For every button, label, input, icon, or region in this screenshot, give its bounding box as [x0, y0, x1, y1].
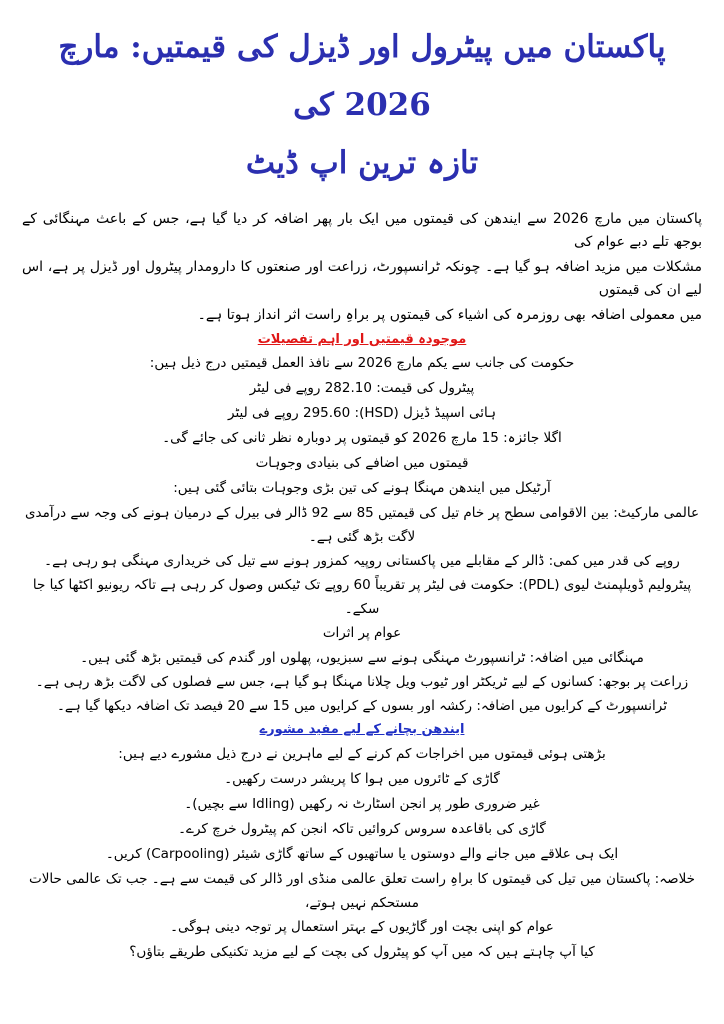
intro-paragraph	[20, 208, 704, 327]
next-review: اگلا جائزہ: 15 مارچ 2026 کو قیمتوں پر دوبارہ نظر ثانی کی جائے گی۔	[162, 430, 562, 446]
intro-line: پاکستان میں مارچ 2026 سے ایندھن کی قیمتوں میں ایک بار پھر اضافہ کر دیا گیا ہے، جس کے باعث مہنگائی کے بوجھ تلے دبے عوام کی	[22, 211, 702, 250]
text-line: حکومت کی جانب سے یکم مارچ 2026 سے نافذ العمل قیمتیں درج ذیل ہیں:	[149, 355, 575, 371]
tip-service: گاڑی کی باقاعدہ سروس کروائیں تاکہ انجن کم پیٹرول خرچ کرے۔	[178, 821, 546, 837]
summary-line: عوام کو اپنی بچت اور گاڑیوں کے بہتر استعمال پر توجہ دینی ہوگی۔	[170, 919, 554, 935]
petrol-price: پیٹرول کی قیمت: 282.10 روپے فی لیٹر	[249, 380, 475, 396]
summary-line: خلاصہ: پاکستان میں تیل کی قیمتوں کا براہِ راست تعلق عالمی منڈی اور ڈالر کی قیمت سے ہے۔ جب تک عالمی حالات مستحکم نہیں ہوتے،	[28, 871, 695, 911]
tip-tyre-pressure: گاڑی کے ٹائروں میں ہوا کا پریشر درست رکھیں۔	[224, 771, 500, 787]
section-fuel-tips	[20, 742, 704, 965]
diesel-price: ہائی اسپیڈ ڈیزل (HSD): 295.60 روپے فی لیٹر	[228, 405, 496, 421]
intro-line: میں معمولی اضافہ بھی روزمرہ کی اشیاء کی قیمتوں پر براہِ راست اثر انداز ہوتا ہے۔	[197, 307, 702, 323]
article-title-line-1: پاکستان میں پیٹرول اور ڈیزل کی قیمتیں: مارچ 2026 کی	[58, 29, 666, 123]
tip-carpooling: ایک ہی علاقے میں جانے والے دوستوں یا ساتھیوں کے ساتھ گاڑی شیئر (Carpooling) کریں۔	[105, 846, 619, 862]
effect-inflation: مہنگائی میں اضافہ: ٹرانسپورٹ مہنگی ہونے سے سبزیوں، پھلوں اور گندم کی قیمتیں بڑھ گئی ہیں۔	[80, 650, 644, 666]
reason-rupee-devaluation: روپے کی قدر میں کمی: ڈالر کے مقابلے میں پاکستانی روپیہ کمزور ہونے سے تیل کی خریداری مہنگی ہو رہی ہے۔	[44, 553, 680, 569]
text-line: بڑھتی ہوئی قیمتوں میں اخراجات کم کرنے کے لیے ماہرین نے درج ذیل مشورے دیے ہیں:	[118, 746, 606, 762]
effect-agriculture: زراعت پر بوجھ: کسانوں کے لیے ٹریکٹر اور ٹیوب ویل چلانا مہنگا ہو گیا ہے، جس سے فصلوں کی لاگت بڑھ رہی ہے۔	[35, 674, 689, 690]
closing-question: کیا آپ چاہتے ہیں کہ میں آپ کو پیٹرول کی بچت کے لیے مزید تکنیکی طریقے بتاؤں؟	[129, 944, 595, 960]
subheading-effects: عوام پر اثرات	[322, 625, 402, 641]
article-title-line-2: تازہ ترین اپ ڈیٹ	[245, 145, 479, 181]
subheading-reasons: قیمتوں میں اضافے کی بنیادی وجوہات	[255, 455, 469, 471]
text-line: آرٹیکل میں ایندھن مہنگا ہونے کی تین بڑی وجوہات بتائی گئی ہیں:	[173, 480, 551, 496]
reason-pdl: پیٹرولیم ڈویلپمنٹ لیوی (PDL): حکومت فی لیٹر پر تقریباً 60 روپے تک ٹیکس وصول کر رہی ہے تاکہ ریونیو اکٹھا کیا جا سکے۔	[32, 577, 692, 617]
reason-global-market: عالمی مارکیٹ: بین الاقوامی سطح پر خام تیل کی قیمتیں 85 سے 92 ڈالر فی بیرل کے درمیان ہونے کی وجہ سے درآمدی لاگت بڑھ گئی ہے۔	[24, 505, 700, 545]
tip-idling: غیر ضروری طور پر انجن اسٹارٹ نہ رکھیں (Idling سے بچیں)۔	[184, 796, 540, 812]
section-heading-current-prices: موجودہ قیمتیں اور اہم تفصیلات	[257, 332, 467, 347]
section-current-prices	[20, 351, 704, 718]
effect-transport-fares: ٹرانسپورٹ کے کرایوں میں اضافہ: رکشہ اور بسوں کے کرایوں میں 15 سے 20 فیصد تک اضافہ دیکھا گیا ہے۔	[57, 698, 667, 714]
intro-line: مشکلات میں مزید اضافہ ہو گیا ہے۔ چونکہ ٹرانسپورٹ، زراعت اور صنعتوں کا دارومدار پیٹرول اور ڈیزل پر ہے، اس لیے ان کی قیمتوں	[22, 259, 702, 298]
section-heading-fuel-tips: ایندھن بچانے کے لیے مفید مشورے	[259, 722, 465, 737]
